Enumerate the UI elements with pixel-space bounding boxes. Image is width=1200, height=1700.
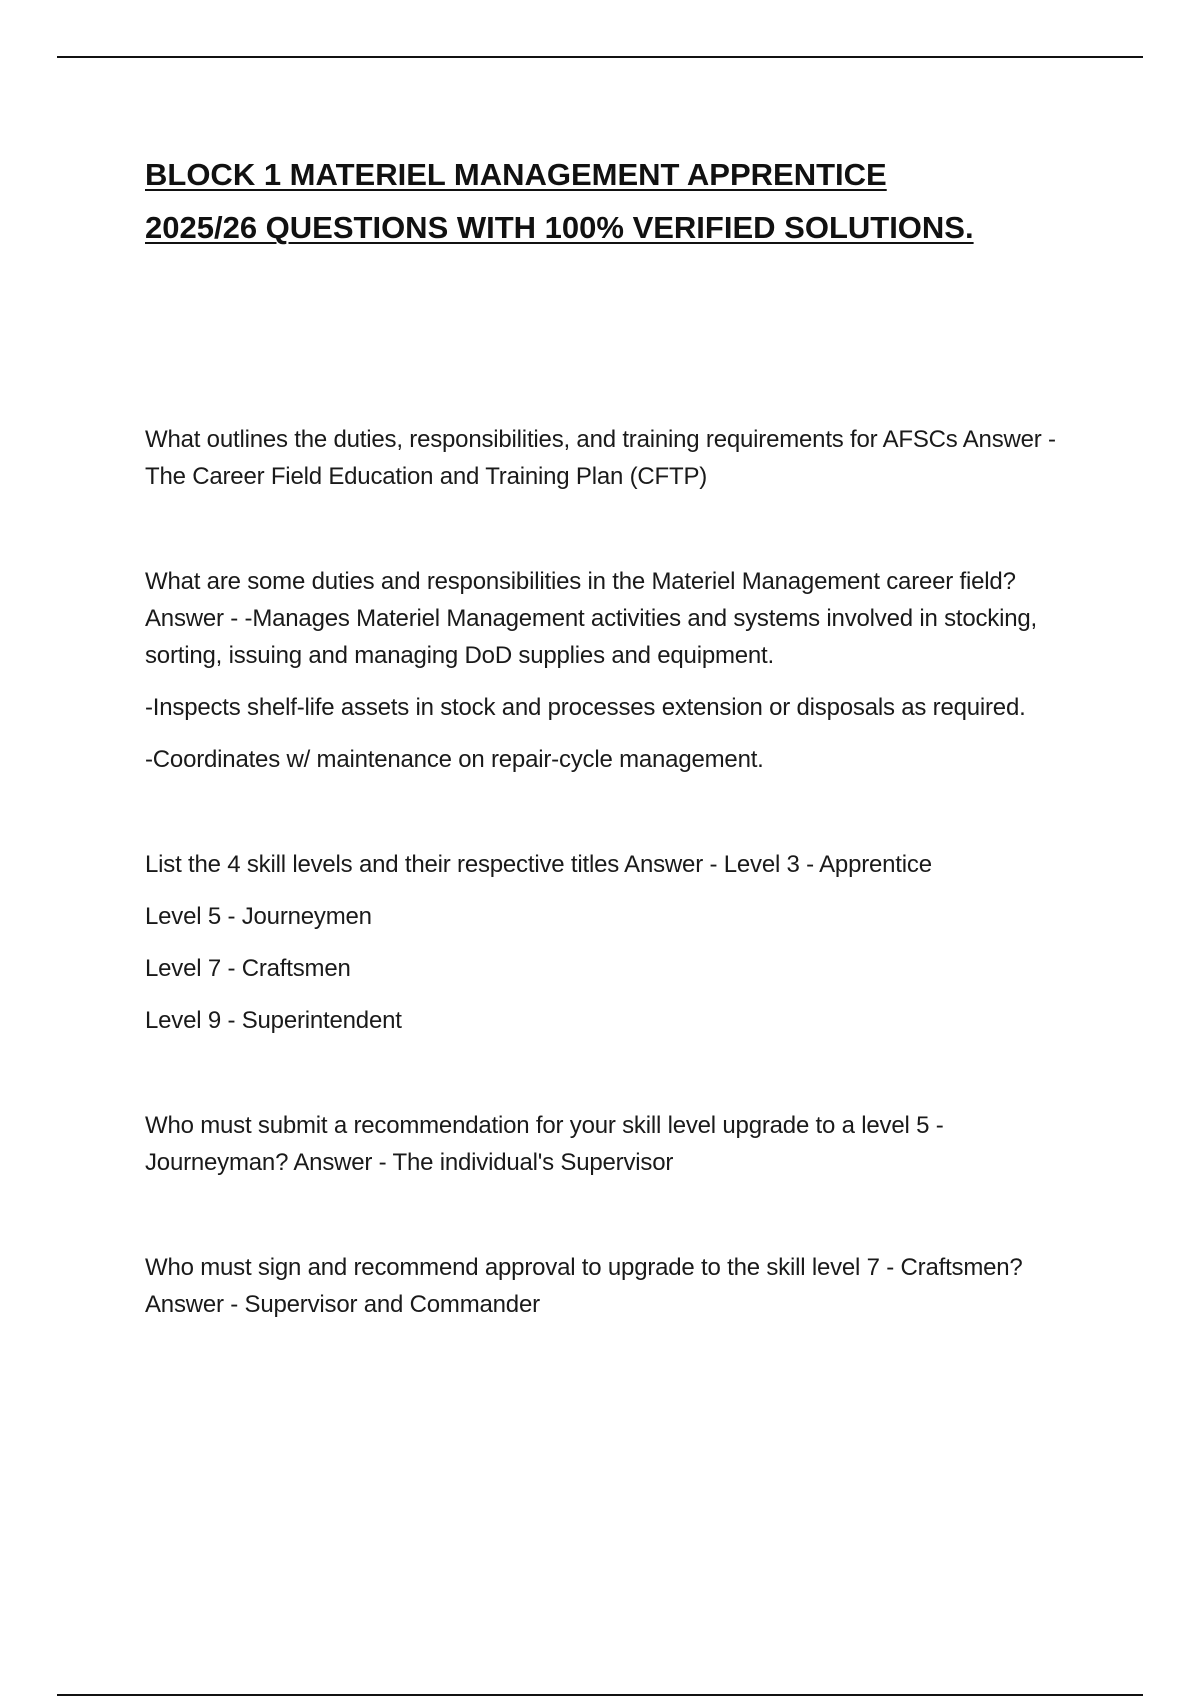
qa-item bbox=[145, 1249, 1065, 1323]
qa-item bbox=[145, 563, 1065, 778]
qa-item bbox=[145, 1107, 1065, 1181]
qa-item bbox=[145, 421, 1065, 495]
qa-list bbox=[145, 421, 1065, 1323]
qa-paragraph: Level 5 - Journeymen bbox=[145, 903, 372, 930]
qa-paragraph: What are some duties and responsibilities in the Materiel Management career field? Answer - -Manages Materiel Management activities and systems involved in stocking, sorting, issuing and managing DoD supplies and equipment. bbox=[145, 568, 1037, 669]
document-title: BLOCK 1 MATERIEL MANAGEMENT APPRENTICE 2025/26 QUESTIONS WITH 100% VERIFIED SOLUTIONS. bbox=[145, 157, 974, 245]
qa-item bbox=[145, 846, 1065, 1039]
qa-paragraph: -Coordinates w/ maintenance on repair-cycle management. bbox=[145, 746, 764, 773]
qa-paragraph: Who must submit a recommendation for your skill level upgrade to a level 5 - Journeyman? Answer - The individual's Supervisor bbox=[145, 1112, 944, 1176]
qa-paragraph: What outlines the duties, responsibilities, and training requirements for AFSCs Answer - The Career Field Education and Training Plan (CFTP) bbox=[145, 426, 1056, 490]
qa-paragraph: -Inspects shelf-life assets in stock and processes extension or disposals as required. bbox=[145, 694, 1026, 721]
qa-paragraph: List the 4 skill levels and their respective titles Answer - Level 3 - Apprentice bbox=[145, 851, 932, 878]
bottom-rule bbox=[57, 1694, 1143, 1696]
document-body bbox=[145, 148, 1065, 1391]
qa-paragraph: Level 9 - Superintendent bbox=[145, 1007, 402, 1034]
qa-paragraph: Who must sign and recommend approval to upgrade to the skill level 7 - Craftsmen? Answer - Supervisor and Commander bbox=[145, 1254, 1023, 1318]
top-rule bbox=[57, 56, 1143, 58]
qa-paragraph: Level 7 - Craftsmen bbox=[145, 955, 351, 982]
